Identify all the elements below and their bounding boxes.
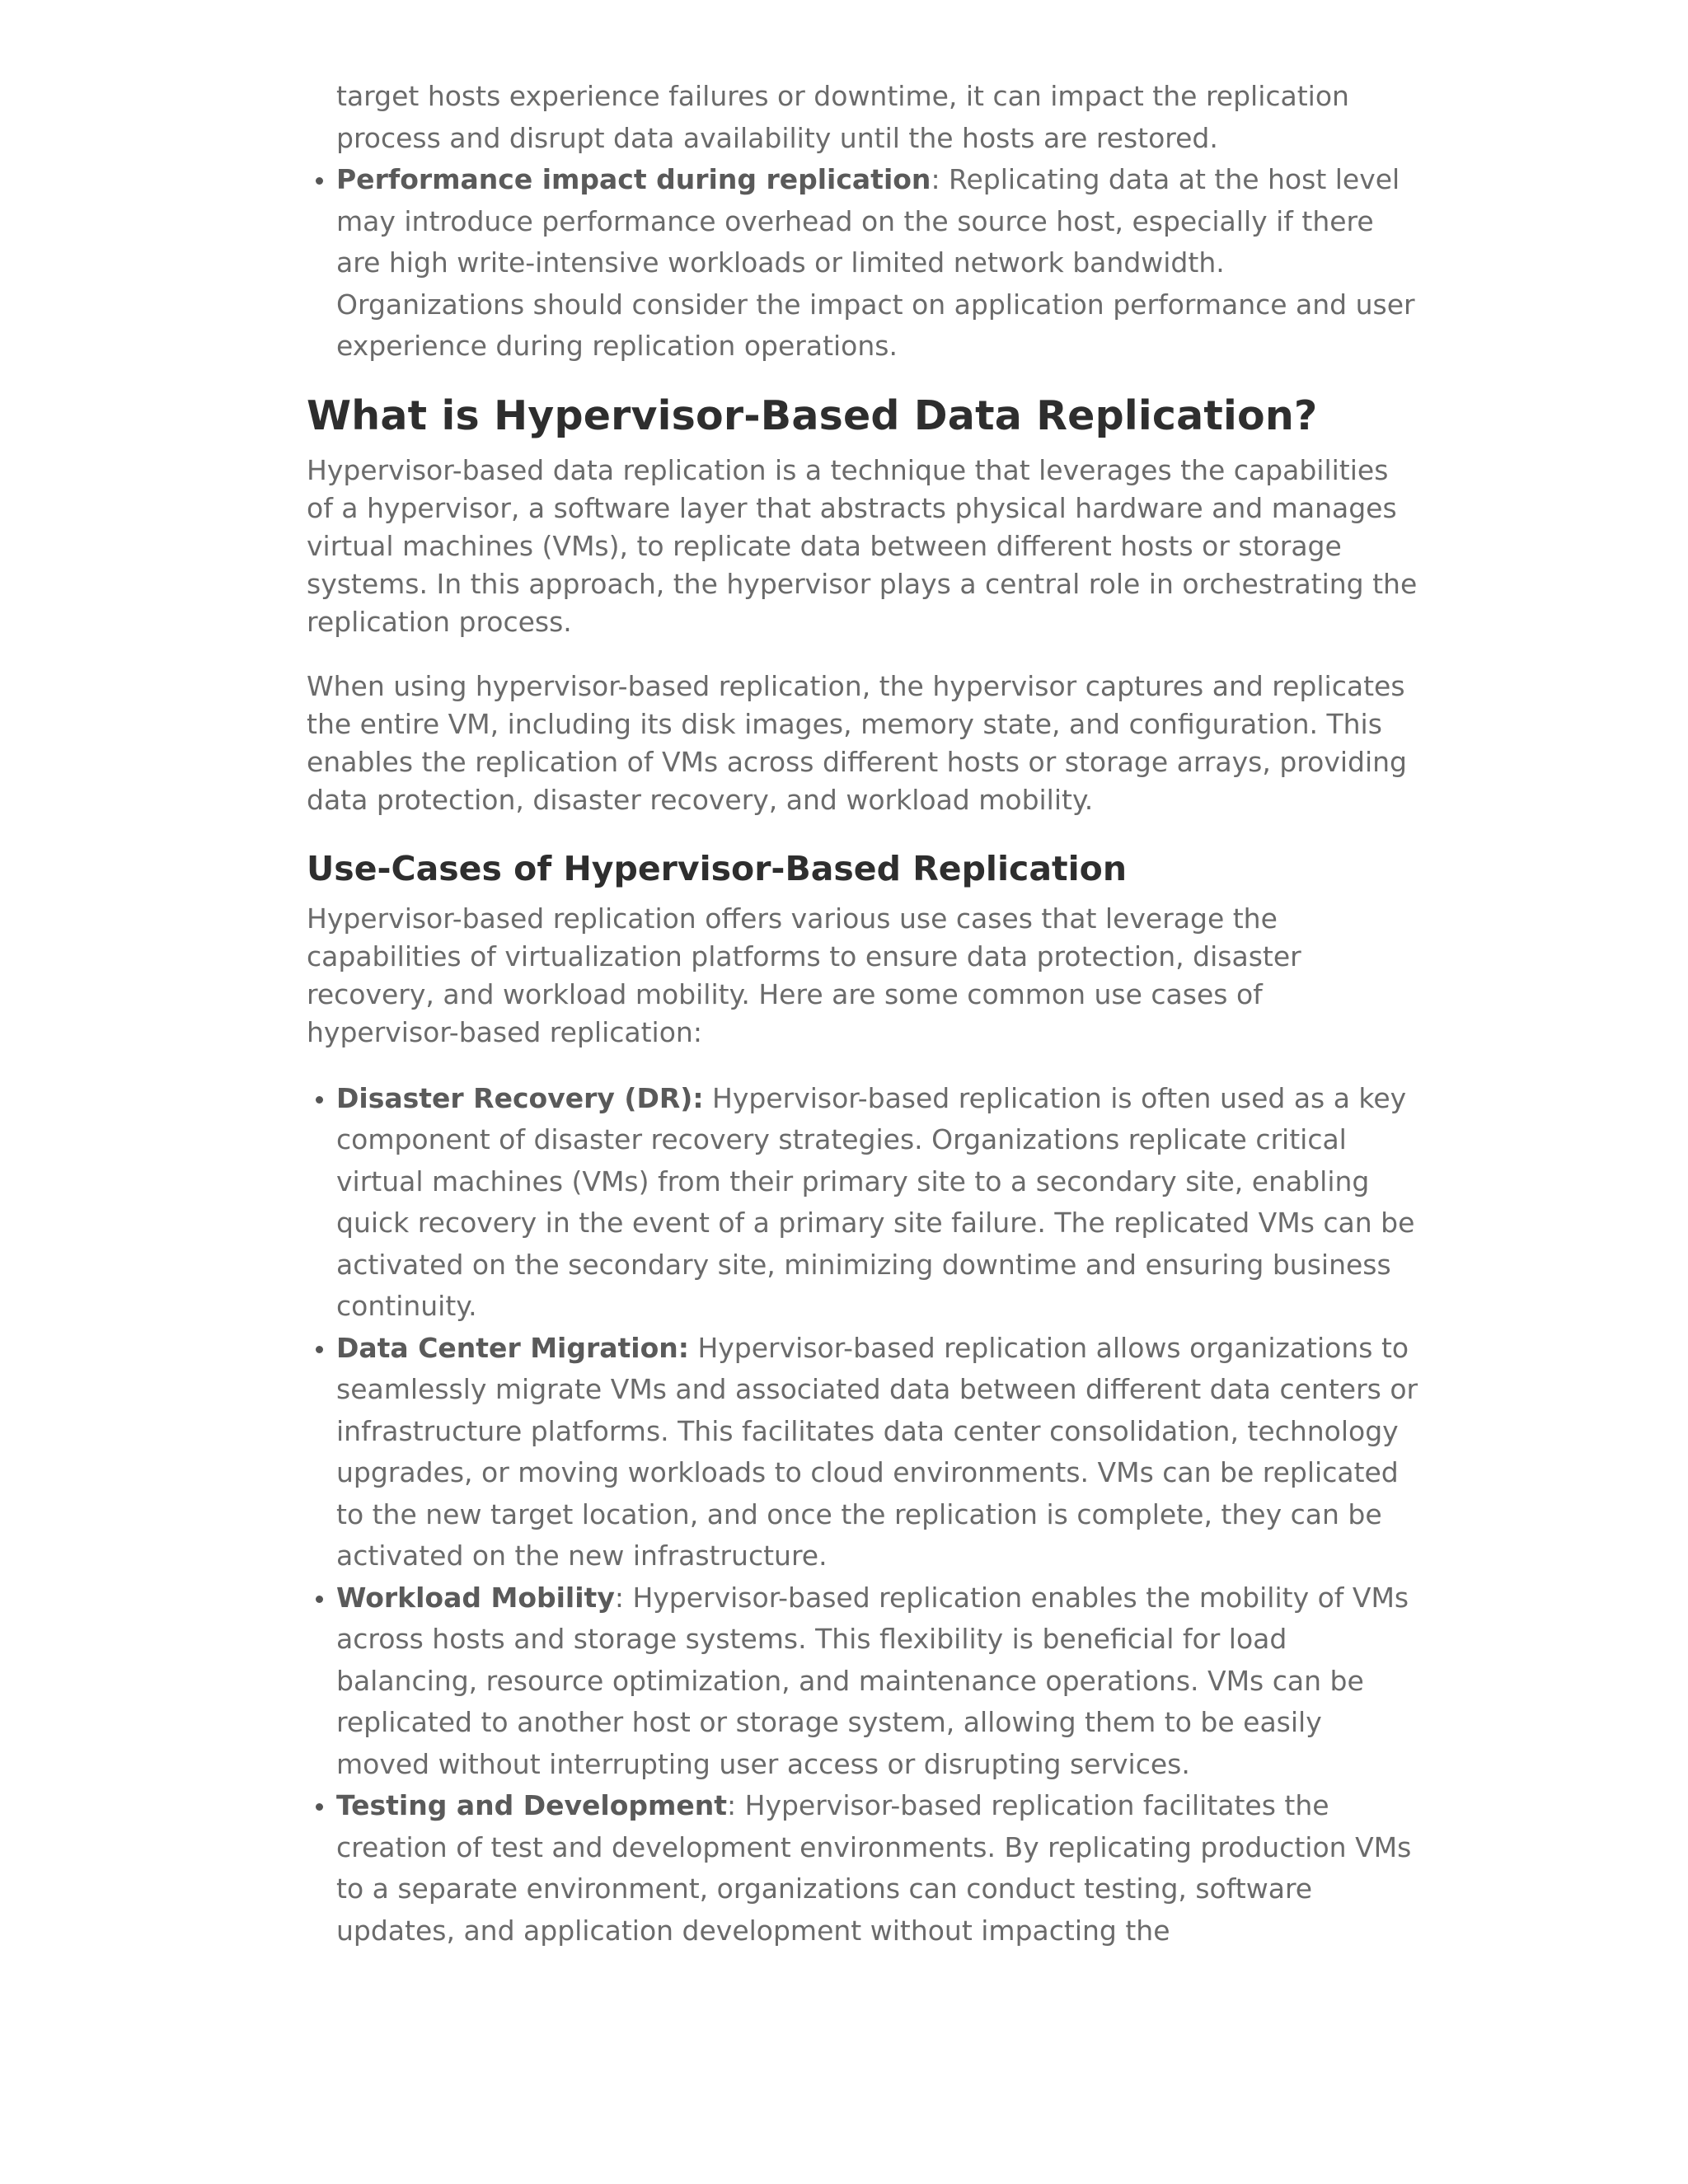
subsection-intro: Hypervisor-based replication offers various use cases that leverage the capabilities of virtualization platforms to ensure data protection, disaster recovery, and workload mobility. Here are some common use cases of hypervisor-based replication: bbox=[307, 902, 1301, 1048]
list-item-text: : Hypervisor-based replication facilitates the creation of test and development environments. By replicating production VMs to a separate environment, organizations can conduct testing, software updates, and application development without impacting the bbox=[336, 1789, 1412, 1947]
subsection-heading: Use-Cases of Hypervisor-Based Replication bbox=[307, 848, 1128, 888]
list-item-text: Hypervisor-based replication allows organizations to seamlessly migrate VMs and associated data between different data centers or infrastructure platforms. This facilitates data center consolidation, technology upgrades, or moving workloads to cloud environments. VMs can be replicated to the new target location, and once the replication is complete, they can be activated on the new infrastructure. bbox=[336, 1331, 1418, 1572]
list-item-term: Data Center Migration: bbox=[336, 1331, 689, 1364]
list-item-performance-impact bbox=[336, 159, 1419, 368]
section-paragraph-2: When using hypervisor-based replication, the hypervisor captures and replicates the entire VM, including its disk images, memory state, and configuration. This enables the replication of VMs across different hosts or storage arrays, providing data protection, disaster recovery, and workload mobility. bbox=[307, 669, 1408, 816]
list-item-term: Workload Mobility bbox=[336, 1581, 615, 1614]
list-item-text: : Hypervisor-based replication enables the mobility of VMs across hosts and storage systems. This flexibility is beneficial for load balancing, resource optimization, and maintenance operations. VMs can be replicated to another host or storage system, allowing them to be easily moved without interrupting user access or disrupting services. bbox=[336, 1581, 1409, 1780]
list-item-text: : Replicating data at the host level may introduce performance overhead on the source host, especially if there are high write-intensive workloads or limited network bandwidth. Organizations should consider the impact on application performance and user experience during replication operations. bbox=[336, 163, 1415, 362]
section-paragraph-1: Hypervisor-based data replication is a technique that leverages the capabilities of a hypervisor, a software layer that abstracts physical hardware and manages virtual machines (VMs), to replicate data between different hosts or storage systems. In this approach, the hypervisor plays a central role in orchestrating the replication process. bbox=[307, 453, 1418, 638]
list-item-continued bbox=[336, 76, 1419, 159]
top-bullet-list bbox=[307, 76, 1419, 368]
list-item-testing-development bbox=[336, 1785, 1419, 1952]
list-item-disaster-recovery bbox=[336, 1078, 1419, 1328]
document-content bbox=[307, 76, 1419, 1952]
use-cases-list bbox=[307, 1078, 1419, 1952]
list-item-term: Performance impact during replication bbox=[336, 163, 931, 195]
list-item-text: Hypervisor-based replication is often used as a key component of disaster recovery strategies. Organizations replicate critical virtual machines (VMs) from their primary site to a secondary site, enabling quick recovery in the event of a primary site failure. The replicated VMs can be activated on the secondary site, minimizing downtime and ensuring business continuity. bbox=[336, 1081, 1415, 1322]
list-item-term: Testing and Development bbox=[336, 1789, 728, 1821]
list-item-continued-text: target hosts experience failures or downtime, it can impact the replication process and disrupt data availability until the hosts are restored. bbox=[336, 80, 1349, 154]
list-item-workload-mobility bbox=[336, 1577, 1419, 1786]
list-item-term: Disaster Recovery (DR): bbox=[336, 1081, 704, 1114]
section-heading: What is Hypervisor-Based Data Replication? bbox=[307, 391, 1318, 439]
list-item-data-center-migration bbox=[336, 1328, 1419, 1577]
